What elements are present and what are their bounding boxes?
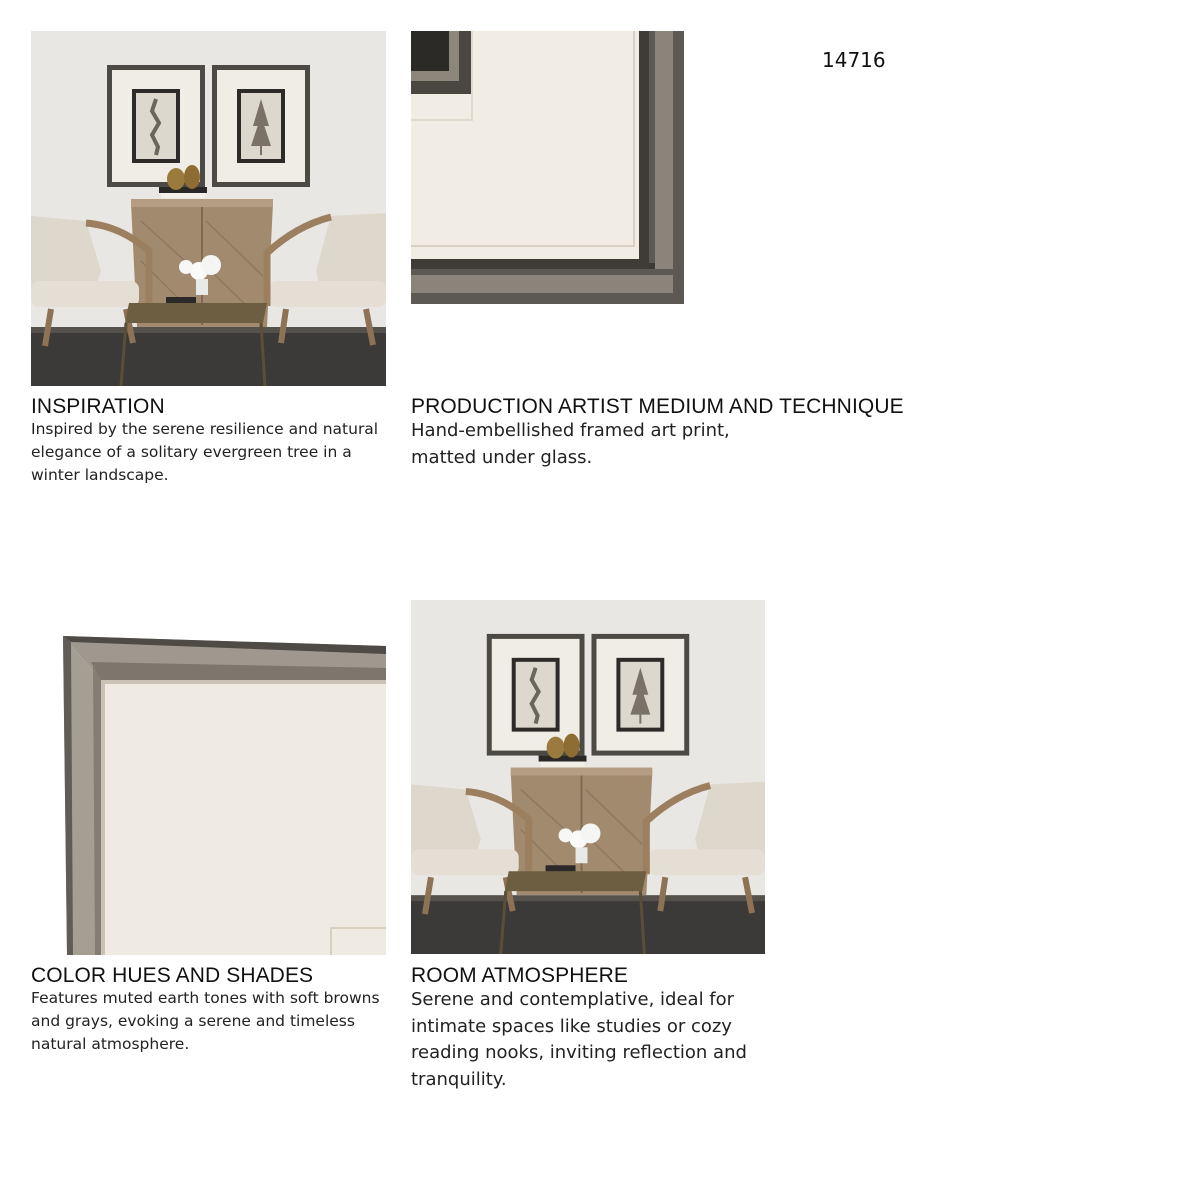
inspiration-heading: INSPIRATION [31,395,165,418]
frame-edge-detail-photo [31,600,386,955]
medium-technique-text [411,418,831,471]
room-scene-photo-top [31,31,386,386]
color-line: Features muted earth tones with soft browns [31,989,380,1007]
color-hues-text [31,987,391,1056]
room-atmosphere-text [411,987,831,1093]
inspiration-line: Inspired by the serene resilience and natural [31,420,379,438]
inspiration-text [31,418,391,487]
frame-corner-detail-photo [411,31,684,304]
room-line: tranquility. [411,1068,507,1090]
room-line: intimate spaces like studies or cozy [411,1015,732,1037]
medium-line: matted under glass. [411,446,593,468]
inspiration-line: elegance of a solitary evergreen tree in a [31,443,352,461]
color-hues-heading: COLOR HUES AND SHADES [31,964,314,987]
room-line: reading nooks, inviting reflection and [411,1042,747,1063]
medium-technique-heading: PRODUCTION ARTIST MEDIUM AND TECHNIQUE [411,395,904,418]
color-line: natural atmosphere. [31,1035,190,1053]
room-line: Serene and contemplative, ideal for [411,989,735,1010]
inspiration-line: winter landscape. [31,466,169,484]
medium-line: Hand-embellished framed art print, [411,420,730,441]
room-atmosphere-heading: ROOM ATMOSPHERE [411,964,628,987]
room-scene-photo-bottom [411,600,765,954]
product-sku: 14716 [822,48,886,72]
color-line: and grays, evoking a serene and timeless [31,1012,355,1030]
